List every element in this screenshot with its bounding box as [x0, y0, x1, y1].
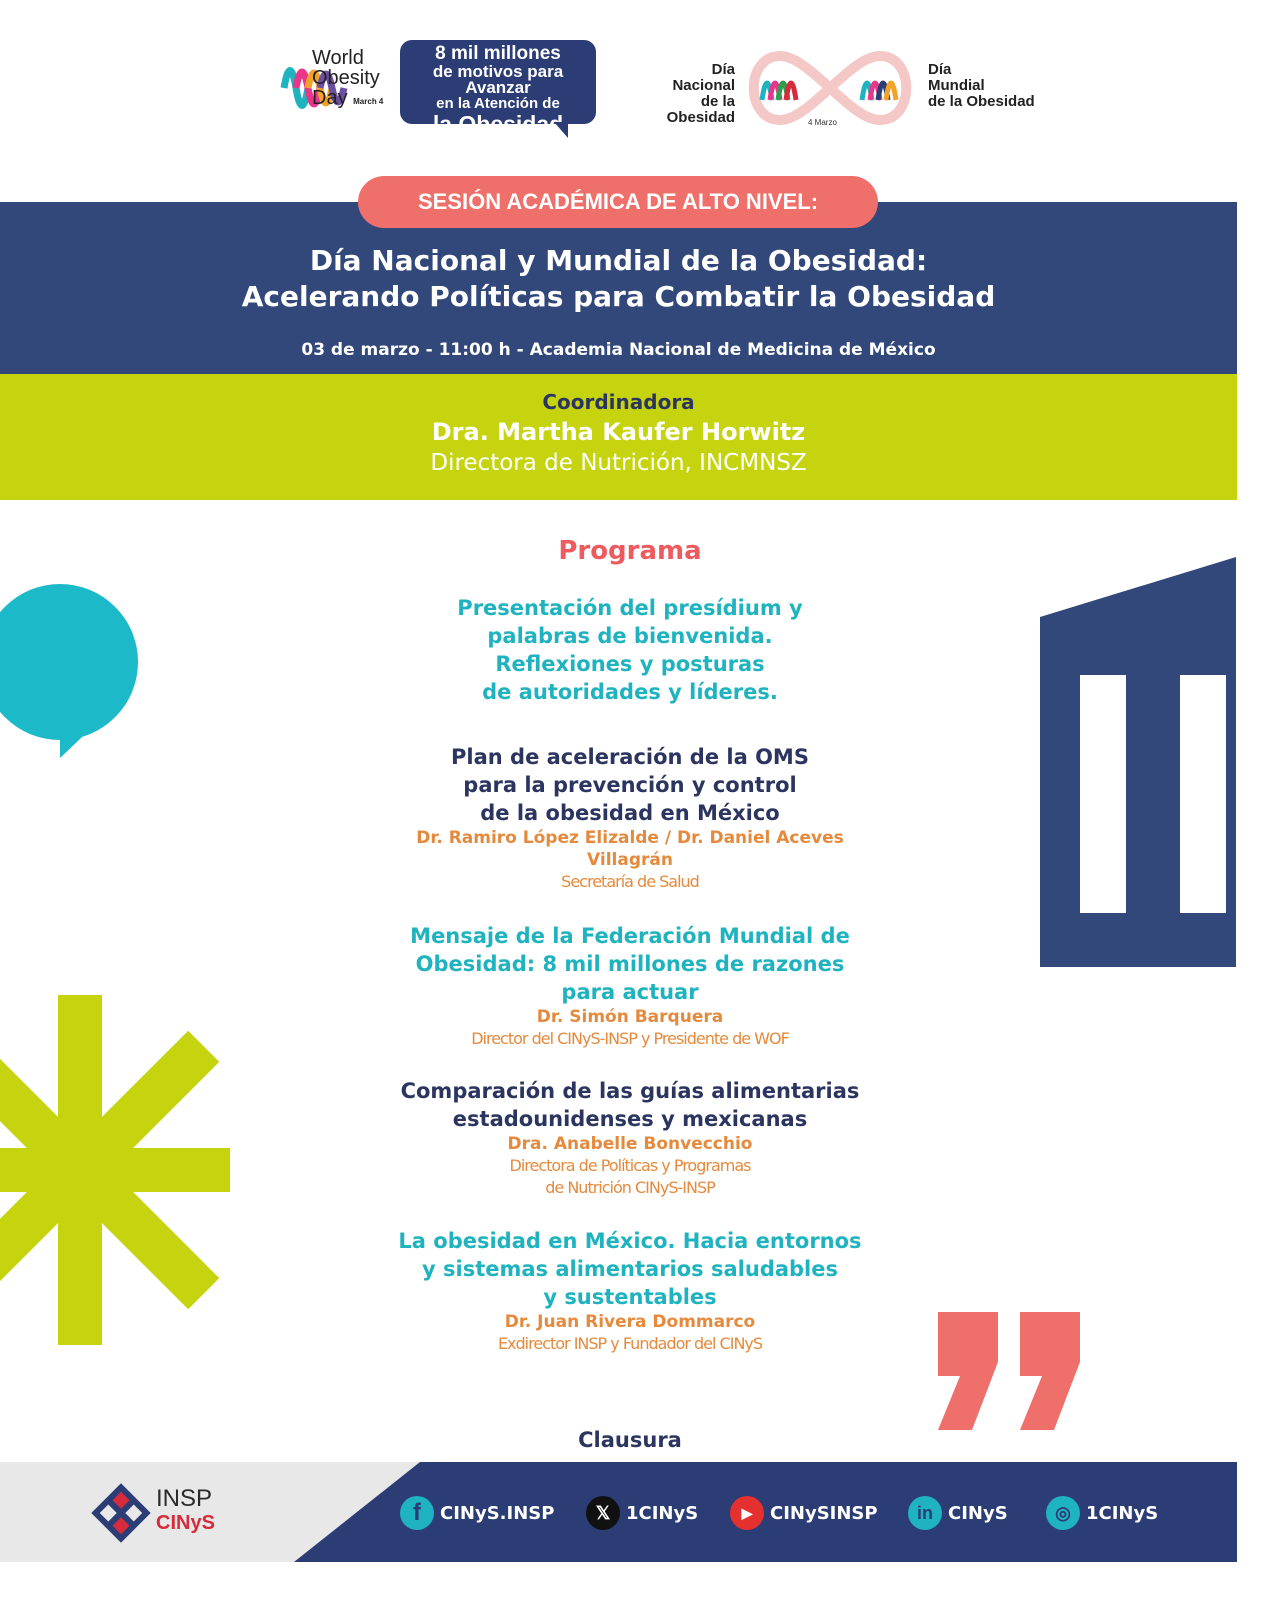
- insp-logo-icon: [88, 1480, 154, 1546]
- speaker-affiliation: Exdirector INSP y Fundador del CINyS: [497, 1334, 763, 1353]
- program-item-welcome: Presentación del presídium y palabras de bienvenida. Reflexiones y posturas de autoridades y líderes.: [457, 596, 803, 704]
- linkedin-icon: in: [908, 1496, 942, 1530]
- program-item-dietary-guides: Comparación de las guías alimentarias estadounidenses y mexicanas Dra. Anabelle Bonvecchio Directora de Políticas y Programas de Nutrición CINyS-INSP: [330, 1077, 930, 1199]
- speaker-name: Dra. Anabelle Bonvecchio: [507, 1134, 753, 1154]
- program-item-obesity-mexico: La obesidad en México. Hacia entornos y sistemas alimentarios saludables y sustentables Dr. Juan Rivera Dommarco Exdirector INSP y Fundador del CINyS: [330, 1227, 930, 1355]
- social-instagram-link[interactable]: [1046, 1495, 1158, 1531]
- speaker-name: Dr. Juan Rivera Dommarco: [504, 1312, 756, 1332]
- world-obesity-day-wordmark: World Obesity Day March 4: [312, 47, 384, 109]
- session-badge: SESIÓN ACADÉMICA DE ALTO NIVEL:: [358, 176, 878, 228]
- speaker-affiliation: Director del CINyS-INSP y Presidente de WOF: [471, 1029, 789, 1048]
- pillar-building-decoration: [1030, 555, 1240, 967]
- social-handle: CINyS: [948, 1502, 1008, 1524]
- speaker-affiliation: Directora de Políticas y Programas: [509, 1156, 751, 1175]
- coordinator-name: Dra. Martha Kaufer Horwitz: [431, 418, 806, 446]
- event-date-location: 03 de marzo - 11:00 h - Academia Nacional de Medicina de México: [301, 340, 936, 360]
- social-linkedin-link[interactable]: [908, 1495, 1008, 1531]
- insp-cinys-wordmark: INSP CINyS: [156, 1485, 215, 1534]
- social-youtube-link[interactable]: [730, 1495, 878, 1531]
- national-day-date: 4 Marzo: [808, 118, 837, 127]
- instagram-icon: ◎: [1046, 1496, 1080, 1530]
- coordinator-label: Coordinadora: [542, 390, 695, 414]
- event-title-line2: Acelerando Políticas para Combatir la Obesidad: [241, 280, 996, 313]
- social-handle: 1CINyS: [1086, 1502, 1159, 1524]
- x-icon: 𝕏: [586, 1496, 620, 1530]
- lime-asterisk-decoration: [0, 990, 230, 1350]
- social-facebook-link[interactable]: [400, 1495, 554, 1531]
- speaker-affiliation: Secretaría de Salud: [561, 872, 699, 891]
- teal-speech-shape-decoration: [0, 580, 140, 770]
- facebook-icon: f: [400, 1496, 434, 1530]
- youtube-icon: ▶: [730, 1496, 764, 1530]
- social-handle: 1CINyS: [626, 1502, 699, 1524]
- event-title-line1: Día Nacional y Mundial de la Obesidad:: [309, 244, 928, 277]
- program-item-oms-plan: Plan de aceleración de la OMS para la prevención y control de la obesidad en México Dr. Ramiro López Elizalde / Dr. Daniel Aceves Villagrán Secretaría de Salud: [330, 743, 930, 893]
- national-day-label: Día Nacional de la Obesidad: [666, 61, 735, 126]
- speaker-name: Dr. Ramiro López Elizalde / Dr. Daniel Aceves: [416, 828, 844, 848]
- social-handle: CINyS.INSP: [440, 1502, 555, 1524]
- coordinator-role: Directora de Nutrición, INCMNSZ: [430, 450, 807, 476]
- program-item-wof-message: Mensaje de la Federación Mundial de Obesidad: 8 mil millones de razones para actuar Dr. Simón Barquera Director del CINyS-INSP y Presidente de WOF: [330, 922, 930, 1050]
- social-x-link[interactable]: [586, 1495, 698, 1531]
- campaign-speech-bubble: 8 mil millones de motivos para Avanzar en la Atención de la Obesidad: [400, 40, 596, 124]
- program-closing: Clausura: [578, 1428, 682, 1452]
- closing-quote-decoration: [930, 1310, 1090, 1432]
- social-handle: CINySINSP: [770, 1502, 878, 1524]
- world-day-label: Día Mundial de la Obesidad: [928, 61, 1035, 110]
- speaker-name: Dr. Simón Barquera: [536, 1007, 724, 1027]
- program-title: Programa: [558, 536, 702, 566]
